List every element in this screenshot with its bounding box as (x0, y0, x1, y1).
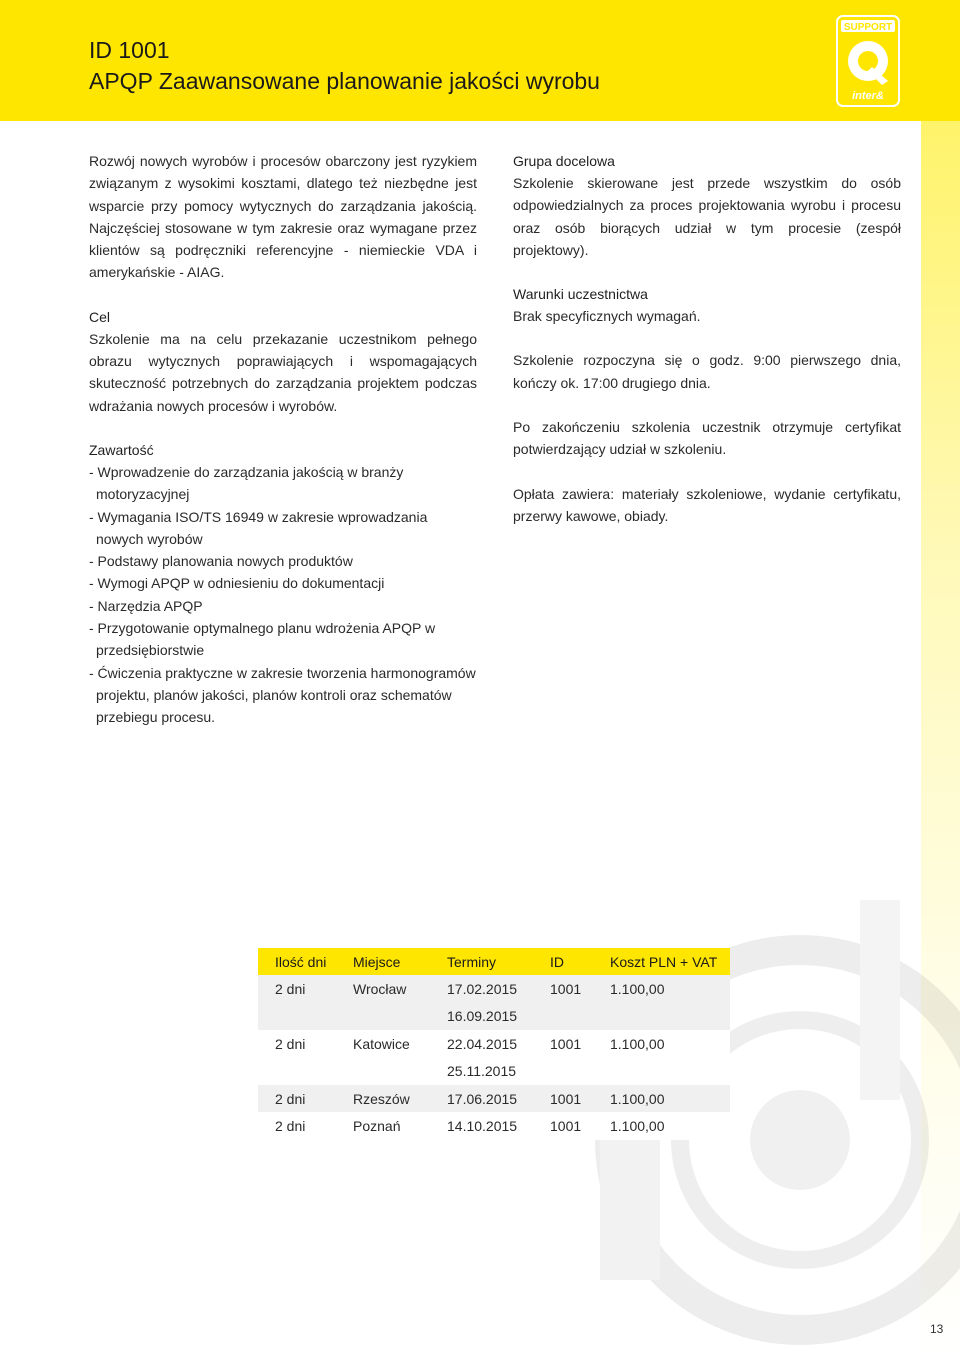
table-row (258, 975, 730, 1002)
cell-cost: 1.100,00 (610, 1112, 730, 1139)
warunki-heading: Warunki uczestnictwa (513, 286, 648, 303)
schedule-table (258, 948, 730, 1140)
schedule-paragraph: Szkolenie rozpoczyna się o godz. 9:00 pierwszego dnia, kończy ok. 17:00 drugiego dnia. (513, 352, 901, 391)
cell-cost: 1.100,00 (610, 1085, 730, 1112)
certificate-paragraph: Po zakończeniu szkolenia uczestnik otrzymuje certyfikat potwierdzający udział w szkoleniu. (513, 419, 901, 458)
cell-date: 16.09.2015 (447, 1003, 550, 1030)
list-item: - Narzędzia APQP (89, 597, 203, 614)
cel-heading: Cel (89, 308, 111, 325)
course-name-title: APQP Zaawansowane planowanie jakości wyrobu (89, 68, 600, 94)
cell-place: Rzeszów (353, 1085, 447, 1112)
schedule-table-wrap (258, 948, 730, 1140)
cell-days: 2 dni (258, 975, 353, 1002)
zawartosc-list (89, 461, 477, 729)
support-q-logo (836, 15, 900, 107)
warunki-paragraph: Brak specyficznych wymagań. (513, 308, 701, 325)
svg-text:inter&: inter& (852, 90, 884, 102)
cell-date: 14.10.2015 (447, 1112, 550, 1139)
list-item: - Wymogi APQP w odniesieniu do dokumentacji (89, 575, 385, 592)
header-place: Miejsce (353, 948, 447, 975)
list-item: - Wymagania ISO/TS 16949 w zakresie wprowadzania nowych wyrobów (89, 508, 428, 547)
cell-id (550, 1003, 610, 1030)
cell-id: 1001 (550, 1030, 610, 1057)
cell-date: 17.02.2015 (447, 975, 550, 1002)
table-header-row (258, 948, 730, 975)
cell-cost (610, 1003, 730, 1030)
table-row (258, 1085, 730, 1112)
header-cost: Koszt PLN + VAT (610, 948, 730, 975)
list-item: - Przygotowanie optymalnego planu wdrożenia APQP w przedsiębiorstwie (89, 620, 436, 659)
cell-place: Wrocław (353, 975, 447, 1002)
cell-days (258, 1058, 353, 1085)
grupa-docelowa-heading: Grupa docelowa (513, 153, 615, 169)
header-dates: Terminy (447, 948, 550, 975)
cell-id: 1001 (550, 975, 610, 1002)
svg-text:SUPPORT: SUPPORT (843, 22, 893, 33)
grupa-docelowa-paragraph: Szkolenie skierowane jest przede wszystkim do osób odpowiedzialnych za proces projektowania wyrobu i procesu oraz osób biorących udział w tym procesie (zespół projektowy). (513, 175, 901, 258)
zawartosc-heading: Zawartość (89, 441, 154, 458)
cell-id: 1001 (550, 1112, 610, 1139)
cell-days: 2 dni (258, 1112, 353, 1139)
list-item: - Podstawy planowania nowych produktów (89, 553, 353, 570)
header-days: Ilość dni (258, 948, 353, 975)
right-column (513, 150, 901, 527)
cell-id (550, 1058, 610, 1085)
course-id-title: ID 1001 (89, 37, 170, 63)
intro-paragraph: Rozwój nowych wyrobów i procesów obarczony jest ryzykiem związanym z wysokimi kosztami, dlatego też niezbędne jest wsparcie przy pomocy wytycznych do zarządzania jakością. Najczęściej stosowane w tym zakresie oraz wymagane przez klientów są podręczniki referencyjne - niemieckie VDA i amerykańskie - AIAG. (89, 153, 477, 281)
cell-place (353, 1003, 447, 1030)
cell-cost: 1.100,00 (610, 975, 730, 1002)
fee-includes-paragraph: Opłata zawiera: materiały szkoleniowe, wydanie certyfikatu, przerwy kawowe, obiady. (513, 485, 901, 524)
table-row (258, 1003, 730, 1030)
table-row (258, 1030, 730, 1057)
list-item: - Ćwiczenia praktyczne w zakresie tworzenia harmonogramów projektu, planów jakości, planów kontroli oraz schematów przebiegu procesu. (89, 664, 476, 726)
page-header (0, 0, 960, 121)
page-number: 13 (930, 1322, 944, 1336)
cell-date: 22.04.2015 (447, 1030, 550, 1057)
cell-days: 2 dni (258, 1085, 353, 1112)
cell-id: 1001 (550, 1085, 610, 1112)
cell-cost: 1.100,00 (610, 1030, 730, 1057)
cell-days: 2 dni (258, 1030, 353, 1057)
header-id: ID (550, 948, 610, 975)
table-row (258, 1058, 730, 1085)
cell-place: Poznań (353, 1112, 447, 1139)
list-item: - Wprowadzenie do zarządzania jakością w branży motoryzacyjnej (89, 463, 404, 503)
cell-cost (610, 1058, 730, 1085)
cell-date: 17.06.2015 (447, 1085, 550, 1112)
left-column (89, 150, 477, 729)
cell-place (353, 1058, 447, 1085)
cell-place: Katowice (353, 1030, 447, 1057)
cel-paragraph: Szkolenie ma na celu przekazanie uczestnikom pełnego obrazu wytycznych poprawiających i wspomagających skuteczność potrzebnych do zarządzania projektem podczas wdrażania nowych procesów i wyrobów. (89, 330, 477, 414)
cell-days (258, 1003, 353, 1030)
table-row (258, 1112, 730, 1139)
cell-date: 25.11.2015 (447, 1058, 550, 1085)
